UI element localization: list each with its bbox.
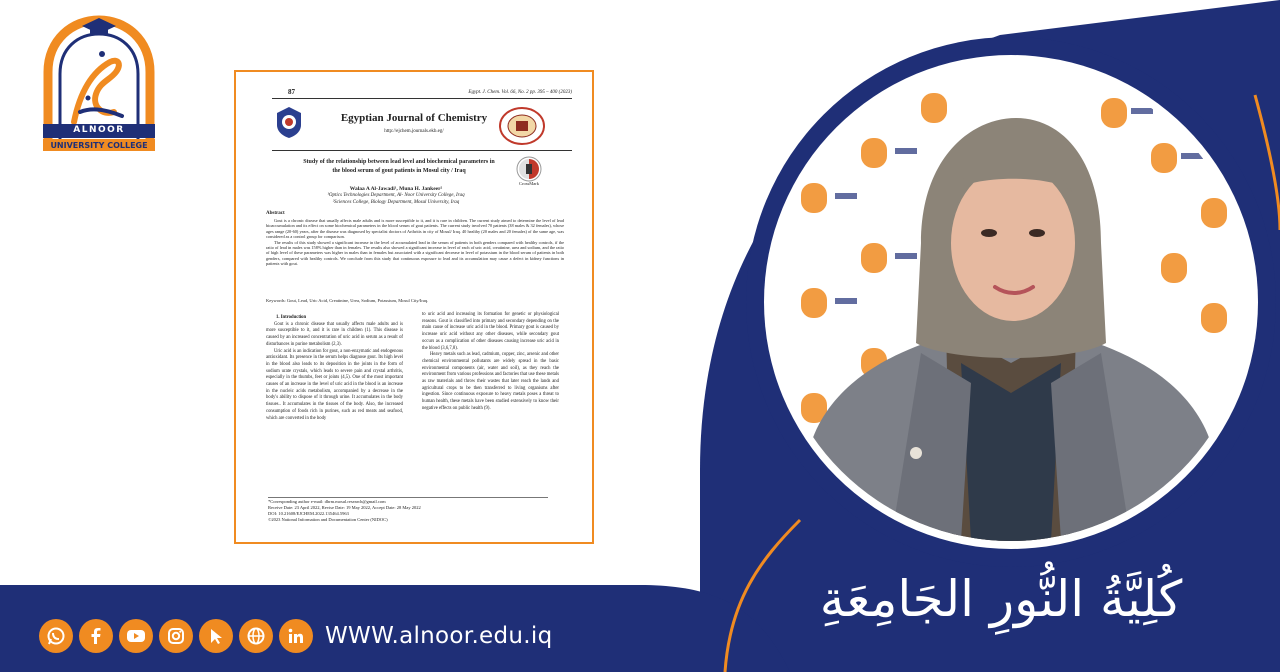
journal-name: Egyptian Journal of Chemistry [340,112,488,124]
paper-page-number: 87 [288,88,295,96]
logo-subtitle: UNIVERSITY COLLEGE [50,141,148,150]
right-paragraph-1: to uric acid and increasing its formation for genetic or physiological reasons. Gout is classified into primary and secondary depending on the main cause of increase uric acid in the blood. Primary gout is caused by increase uric acid without any other diseases, while secondary gout occurs as a complication of other diseases causing increase uric acid in the blood (3,6,7,8). [422,312,559,351]
telegram-icon[interactable] [199,619,233,653]
college-logo [40,12,158,156]
paper-footnotes [268,499,528,523]
website-icon[interactable] [239,619,273,653]
right-paragraph-2: Heavy metals such as lead, cadmium, copper, zinc, arsenic and other chemical environmental pollutants are widely spread in the basic environmental components (air, water and soil), as they reach the environment from various professions and factories that use these metals as raw materials and throw their wastes that later reach the lands and agricultural crops to be then transferred to living organisms after ingestion. Since continuous exposure to heavy metals poses a threat to human health, these metals have been studied extensively to know their negative effects on public health (9). [422,352,559,411]
college-arabic-calligraphy: كُلِيَّةُ النُّورِ الجَامِعَةِ [819,570,1183,628]
author-portrait-photo [771,63,1251,541]
paper-authors: Walaa A Al-Jawadi¹, Muna H. Jankeer² [349,186,443,192]
website-url[interactable]: WWW.alnoor.edu.iq [325,623,553,649]
footnote-copyright: ©2023 National Information and Documentation Center (NIDOC) [268,517,388,522]
paper-column-left [266,315,403,422]
paper-title-rule [272,150,572,151]
paper-keywords: Keywords: Gout, Lead, Uric Acid, Creatinine, Urea, Sodium, Potassium, Mosul City/Iraq. [266,298,429,303]
paper-column-right [422,312,559,413]
crossmark-icon [516,156,542,184]
abstract-paragraph-1: Gout is a chronic disease that usually affects male adults and is more susceptible to it, and it is rare in children. The current study aimed to determine the level of lead bioaccumulation and its effect on some biochemical parameters in the blood serum of gout patients. The current study involved 70 patients (38 males & 32 females), whose ages range (20-60) years, after the disease was diagnosed by specialist doctors of Arthritis in city of Mosul/ Iraq. 40 healthy (20 males and 20 females) of the same age, was considered as a control group for comparison. [266,218,564,240]
paper-title [264,158,534,176]
crossmark-label: CrossMark [519,181,539,186]
paper-title-line2: the blood serum of gout patients in Mosul city / Iraq [332,168,466,174]
paper-affiliation-2: ²Sciences College, Biology Department, Mosul University, Iraq [332,200,460,205]
section-heading: 1. Introduction [276,315,307,320]
abstract-heading: Abstract [266,211,285,216]
journal-paper-page [234,70,594,544]
paper-citation: Egypt. J. Chem. Vol. 66, No. 2 pp. 395 – 400 (2023) [468,90,572,95]
logo-name: ALNOOR [73,125,125,135]
footnote-dates: Receive Date: 23 April 2022, Revise Date: 19 May 2022, Accept Date: 28 May 2022 [268,505,421,510]
left-paragraph-1: Gout is a chronic disease that usually affects male adults and is more susceptible to it, and it is rare in children (1). This disease is caused by an increased concentration of uric acid in serum as a result of disturbances in purine metabolism (2,3). [266,321,403,347]
instagram-icon[interactable] [159,619,193,653]
society-emblem-icon [498,106,546,146]
social-media-bar [39,618,553,654]
footnote-email: *Corresponding author e-mail: dhrm.mosul.research@gmail.com [268,499,386,504]
whatsapp-icon[interactable] [39,619,73,653]
footnote-doi: DOI: 10.21608/EJCHEM.2022.135464.5963 [268,511,349,516]
facebook-icon[interactable] [79,619,113,653]
youtube-icon[interactable] [119,619,153,653]
paper-affiliation-1: ¹Optics Technologies Department, Al- Noor University College, Iraq [327,193,465,198]
journal-url: http://ejchem.journals.ekb.eg/ [384,129,444,134]
paper-header-rule [272,98,572,99]
abstract-paragraph-2: The results of this study showed a significant increase in the level of accumulated lead in the serum of patients in both genders compared with healthy controls, if the ratio of lead in males was 158% higher than in females. The results also showed a significant increase in level of each of uric acid, creatinine, urea and sodium, and the ratio of high level of these parameters was higher in males than in females but associated with a significant decrease in level of potassium in the blood serum of patients in both genders, compared with healthy controls. We conclude from this study that continuous exposure to lead and its accumulation may cause a defect in kidney functions in patients with gout. [266,239,564,267]
linkedin-icon[interactable] [279,619,313,653]
abstract-body [266,218,564,267]
footnote-rule [268,497,548,498]
left-paragraph-2: Uric acid is an indication for gout, a non-enzymatic and endogenous antioxidant. Its presence in the serum helps diagnose gout. Its high level in the blood also leads to its deposition in the joints in the form of sodium urate crystals, which leads to severe pain and crystal arthritis, especially in the thumbs, feet or joints (4,5). One of the most important causes of an increase in the level of uric acid in the blood is an increase in the nucleic acids metabolism, accompanied by a decrease in the body's ability to dispose of it through urine. It accumulates in the body tissues.. It accumulates in the tissues of the body. Also, the increased consumption of foods rich in purines, such as red meats and seafood, which are converted in the body [266,348,403,421]
paper-title-line1: Study of the relationship between lead level and biochemical parameters in [303,159,495,165]
